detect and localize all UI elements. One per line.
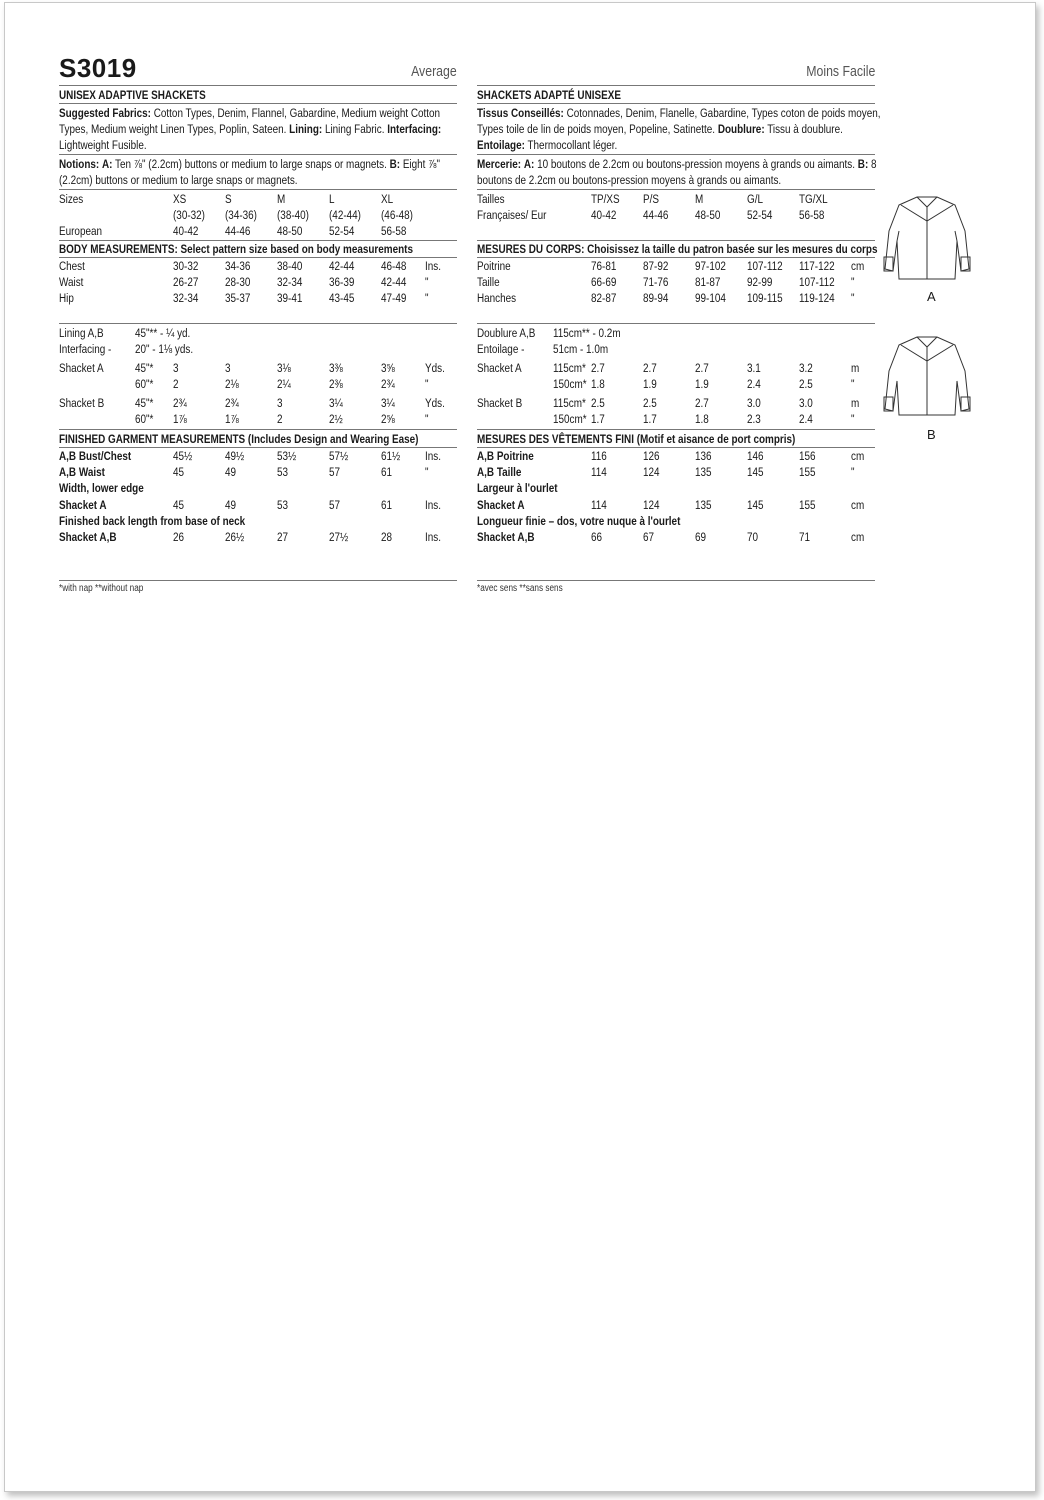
body-value: 47-49 (381, 291, 407, 305)
unit: " (851, 377, 855, 391)
body-row-label: Poitrine (477, 259, 511, 273)
unit: Ins. (425, 259, 441, 273)
fabrics-en-line3: Lightweight Fusible. (59, 138, 147, 152)
body-value: 109-115 (747, 291, 783, 305)
lining-label: Lining A,B (59, 326, 104, 340)
finished-value: 45½ (173, 449, 193, 463)
finished-value: 155 (799, 465, 816, 480)
finished-value: 26 (173, 530, 185, 544)
size-code: M (277, 192, 286, 206)
finished-row-label: Shacket A,B (477, 530, 535, 544)
finished-value: 136 (695, 449, 712, 463)
yardage-value: 2⅜ (329, 377, 343, 391)
finished-row-label: A,B Waist (59, 465, 105, 480)
body-value: 42-44 (381, 275, 407, 289)
body-row-label: Hip (59, 291, 74, 305)
finished-value: 45 (173, 465, 185, 480)
body-value: 32-34 (173, 291, 199, 305)
yardage-value: 3 (173, 361, 179, 375)
interfacing-label: Interfacing - (59, 342, 112, 356)
unit: " (425, 275, 429, 289)
finished-value: 28 (381, 530, 393, 544)
fabric-width: 45"* (135, 396, 154, 410)
yardage-value: 2½ (329, 412, 343, 426)
body-value: 32-34 (277, 275, 303, 289)
fabrics-fr-line3: Entoilage: Thermocollant léger. (477, 138, 618, 152)
yardage-value: 3 (277, 396, 283, 410)
finished-value: 135 (695, 465, 712, 480)
finished-value: 53 (277, 465, 289, 480)
finished-row-label: A,B Poitrine (477, 449, 534, 463)
finished-value: 69 (695, 530, 707, 544)
interfacing-value: 51cm - 1.0m (553, 342, 609, 356)
finished-value: 57 (329, 465, 341, 480)
finished-value: 53 (277, 497, 289, 512)
yardage-value: 2.7 (695, 361, 709, 375)
finished-value: 61 (381, 465, 393, 480)
yardage-value: 2⅛ (225, 377, 239, 391)
footnote-fr: *avec sens **sans sens (477, 583, 563, 594)
body-value: 89-94 (643, 291, 669, 305)
finished-title-en: FINISHED GARMENT MEASUREMENTS (Includes Design and Wearing Ease) (59, 432, 419, 446)
size-code: G/L (747, 192, 763, 206)
finished-value: 27 (277, 530, 289, 544)
section-title-fr: SHACKETS ADAPTÉ UNISEXE (477, 88, 621, 102)
unit: " (425, 377, 429, 391)
size-code: M (695, 192, 704, 206)
size-code: XS (173, 192, 187, 206)
body-row-label: Chest (59, 259, 85, 273)
body-row-label: Taille (477, 275, 500, 289)
size-code: TG/XL (799, 192, 828, 206)
yardage-value: 3⅝ (381, 361, 395, 375)
body-value: 35-37 (225, 291, 251, 305)
finished-row-label: Longueur finie – dos, votre nuque à l'ourlet (477, 513, 681, 528)
finished-value: 49½ (225, 449, 245, 463)
finished-value: 66 (591, 530, 603, 544)
euro-size: 52-54 (329, 224, 355, 238)
finished-row-label: Largeur à l'ourlet (477, 481, 558, 496)
body-value: 117-122 (799, 259, 835, 273)
yardage-value: 3¼ (329, 396, 343, 410)
size-code: XL (381, 192, 394, 206)
euro-size: 48-50 (277, 224, 303, 238)
lining-label: Doublure A,B (477, 326, 536, 340)
yardage-value: 1.8 (591, 377, 605, 391)
size-code: L (329, 192, 335, 206)
unit: " (851, 291, 855, 305)
finished-row-label: A,B Bust/Chest (59, 449, 132, 463)
fabric-width: 150cm* (553, 412, 587, 426)
yardage-value: 1⅞ (173, 412, 187, 426)
finished-value: 114 (591, 497, 607, 512)
finished-value: 124 (643, 465, 660, 480)
sizes-label: Tailles (477, 192, 505, 206)
finished-title-fr: MESURES DES VÊTEMENTS FINI (Motif et aisance de port compris) (477, 432, 796, 446)
euro-size: 52-54 (747, 208, 773, 222)
yardage-value: 1.7 (643, 412, 657, 426)
body-row-label: Hanches (477, 291, 517, 305)
unit: m (851, 361, 860, 375)
finished-row-label: Shacket A (59, 497, 107, 512)
body-value: 39-41 (277, 291, 303, 305)
body-measurements-title-en: BODY MEASUREMENTS: Select pattern size based on body measurements (59, 242, 413, 256)
euro-size: 44-46 (643, 208, 669, 222)
footnote-en: *with nap **without nap (59, 583, 144, 594)
euro-size: 56-58 (799, 208, 825, 222)
unit: " (851, 275, 855, 289)
view-a-label: A (927, 289, 936, 304)
finished-value: 26½ (225, 530, 245, 544)
pattern-code: S3019 (59, 53, 137, 83)
body-value: 26-27 (173, 275, 199, 289)
lining-value: 115cm** - 0.2m (553, 326, 621, 340)
finished-value: 145 (747, 465, 764, 480)
body-value: 87-92 (643, 259, 669, 273)
unit: Yds. (425, 396, 445, 410)
yardage-value: 2 (277, 412, 283, 426)
finished-value: 49 (225, 497, 237, 512)
finished-value: 57½ (329, 449, 349, 463)
unit: " (425, 465, 429, 480)
fabric-width: 60"* (135, 412, 154, 426)
yardage-value: 2.5 (643, 396, 657, 410)
yardage-value: 1.9 (643, 377, 657, 391)
fabric-width: 150cm* (553, 377, 587, 391)
finished-row-label: Finished back length from base of neck (59, 513, 246, 528)
interfacing-label: Entoilage - (477, 342, 525, 356)
finished-value: 71 (799, 530, 811, 544)
unit: m (851, 396, 860, 410)
yardage-view-label: Shacket A (59, 361, 104, 375)
finished-row-label: Shacket A,B (59, 530, 117, 544)
yardage-value: 1.9 (695, 377, 709, 391)
notions-fr: Mercerie: A: 10 boutons de 2.2cm ou boutons-pression moyens à grands ou aimants. B: 8 (477, 157, 877, 171)
shacket-a-sketch-icon (877, 191, 977, 291)
body-value: 30-32 (173, 259, 199, 273)
finished-value: 124 (643, 497, 660, 512)
finished-value: 145 (747, 497, 764, 512)
euro-size: 40-42 (591, 208, 617, 222)
fabrics-en-line2: Types, Medium weight Linen Types, Poplin, Sateen. Lining: Lining Fabric. Interfacing: (59, 122, 442, 136)
shacket-b-sketch-icon (877, 331, 977, 427)
finished-value: 70 (747, 530, 759, 544)
size-code: S (225, 192, 232, 206)
yardage-view-label: Shacket A (477, 361, 522, 375)
body-row-label: Waist (59, 275, 84, 289)
body-value: 82-87 (591, 291, 617, 305)
finished-value: 57 (329, 497, 341, 512)
fabrics-fr-line2: Types toile de lin de poids moyen, Popeline, Satinette. Doublure: Tissu à doublure. (477, 122, 843, 136)
yardage-value: 3.1 (747, 361, 761, 375)
notions-en: Notions: A: Ten ⅞" (2.2cm) buttons or medium to large snaps or magnets. B: Eight ⅞" (59, 157, 440, 171)
yardage-value: 2¾ (381, 377, 395, 391)
fabric-width: 60"* (135, 377, 154, 391)
finished-value: 49 (225, 465, 237, 480)
size-range: (42-44) (329, 208, 361, 222)
euro-size: 44-46 (225, 224, 251, 238)
body-value: 42-44 (329, 259, 355, 273)
unit: cm (851, 259, 865, 273)
finished-value: 45 (173, 497, 185, 512)
body-value: 97-102 (695, 259, 726, 273)
yardage-value: 2.4 (747, 377, 761, 391)
body-value: 99-104 (695, 291, 726, 305)
body-measurements-title-fr: MESURES DU CORPS: Choisissez la taille du patron basée sur les mesures du corps (477, 242, 878, 256)
yardage-value: 3¼ (381, 396, 395, 410)
yardage-value: 2 (173, 377, 179, 391)
yardage-value: 3⅜ (329, 361, 343, 375)
yardage-view-label: Shacket B (477, 396, 523, 410)
body-value: 92-99 (747, 275, 773, 289)
unit: cm (851, 449, 865, 463)
yardage-value: 2.3 (747, 412, 761, 426)
size-range: (38-40) (277, 208, 309, 222)
fabric-width: 115cm* (553, 396, 586, 410)
body-value: 107-112 (747, 259, 783, 273)
yardage-value: 2.4 (799, 412, 813, 426)
euro-size: 56-58 (381, 224, 407, 238)
body-value: 43-45 (329, 291, 355, 305)
notions-fr-line2: boutons de 2.2cm ou boutons-pression moyens à grands ou aimants. (477, 173, 782, 187)
yardage-value: 2¼ (277, 377, 291, 391)
finished-value: 135 (695, 497, 712, 512)
size-range: (34-36) (225, 208, 257, 222)
yardage-value: 1.7 (591, 412, 605, 426)
fabric-width: 45"* (135, 361, 154, 375)
finished-value: 27½ (329, 530, 349, 544)
yardage-value: 1⅞ (225, 412, 239, 426)
size-code: P/S (643, 192, 659, 206)
body-value: 71-76 (643, 275, 669, 289)
unit: " (425, 412, 429, 426)
unit: Ins. (425, 449, 441, 463)
unit: " (851, 412, 855, 426)
euro-label: European (59, 224, 102, 238)
body-value: 34-36 (225, 259, 251, 273)
body-value: 46-48 (381, 259, 407, 273)
yardage-value: 3⅛ (277, 361, 291, 375)
finished-row-label: A,B Taille (477, 465, 522, 480)
euro-size: 48-50 (695, 208, 721, 222)
body-value: 36-39 (329, 275, 355, 289)
finished-value: 156 (799, 449, 816, 463)
finished-row-label: Shacket A (477, 497, 525, 512)
finished-value: 61½ (381, 449, 401, 463)
unit: cm (851, 497, 865, 512)
finished-value: 67 (643, 530, 655, 544)
euro-size: 40-42 (173, 224, 199, 238)
finished-value: 116 (591, 449, 607, 463)
body-value: 107-112 (799, 275, 835, 289)
yardage-value: 1.8 (695, 412, 709, 426)
yardage-value: 3.0 (799, 396, 813, 410)
finished-value: 53½ (277, 449, 297, 463)
fabrics-en: Suggested Fabrics: Cotton Types, Denim, Flannel, Gabardine, Medium weight Cotton (59, 106, 441, 120)
fabrics-fr: Tissus Conseillés: Cotonnades, Denim, Flanelle, Gabardine, Types coton de poids moyen, (477, 106, 881, 120)
body-value: 119-124 (799, 291, 835, 305)
yardage-value: 2.7 (591, 361, 605, 375)
yardage-value: 3.0 (747, 396, 761, 410)
section-title-en: UNISEX ADAPTIVE SHACKETS (59, 88, 206, 102)
unit: " (851, 465, 855, 480)
finished-value: 155 (799, 497, 816, 512)
unit: Yds. (425, 361, 445, 375)
finished-value: 61 (381, 497, 393, 512)
unit: cm (851, 530, 865, 544)
yardage-value: 2⅝ (381, 412, 395, 426)
difficulty-level-en: Average (411, 64, 457, 80)
finished-row-label: Width, lower edge (59, 481, 144, 496)
notions-en-line2: (2.2cm) buttons or medium to large snaps or magnets. (59, 173, 298, 187)
yardage-value: 2.5 (799, 377, 813, 391)
euro-label: Françaises/ Eur (477, 208, 547, 222)
body-value: 76-81 (591, 259, 617, 273)
yardage-value: 2.7 (643, 361, 657, 375)
body-value: 81-87 (695, 275, 721, 289)
body-value: 66-69 (591, 275, 617, 289)
unit: Ins. (425, 530, 441, 544)
yardage-value: 3.2 (799, 361, 813, 375)
yardage-value: 2¾ (225, 396, 239, 410)
yardage-value: 2.5 (591, 396, 605, 410)
yardage-value: 2¾ (173, 396, 187, 410)
difficulty-level-fr: Moins Facile (805, 64, 875, 80)
yardage-value: 3 (225, 361, 231, 375)
lining-value: 45"** - ¼ yd. (135, 326, 191, 340)
fabric-width: 115cm* (553, 361, 586, 375)
yardage-value: 2.7 (695, 396, 709, 410)
size-range: (46-48) (381, 208, 413, 222)
body-value: 38-40 (277, 259, 303, 273)
unit: " (425, 291, 429, 305)
unit: Ins. (425, 497, 441, 512)
finished-value: 146 (747, 449, 764, 463)
view-b-label: B (927, 427, 936, 442)
size-range: (30-32) (173, 208, 205, 222)
interfacing-value: 20" - 1⅛ yds. (135, 342, 194, 356)
sizes-label: Sizes (59, 192, 84, 206)
finished-value: 126 (643, 449, 660, 463)
yardage-view-label: Shacket B (59, 396, 105, 410)
size-code: TP/XS (591, 192, 620, 206)
finished-value: 114 (591, 465, 607, 480)
body-value: 28-30 (225, 275, 251, 289)
pattern-sheet (4, 2, 1036, 1492)
